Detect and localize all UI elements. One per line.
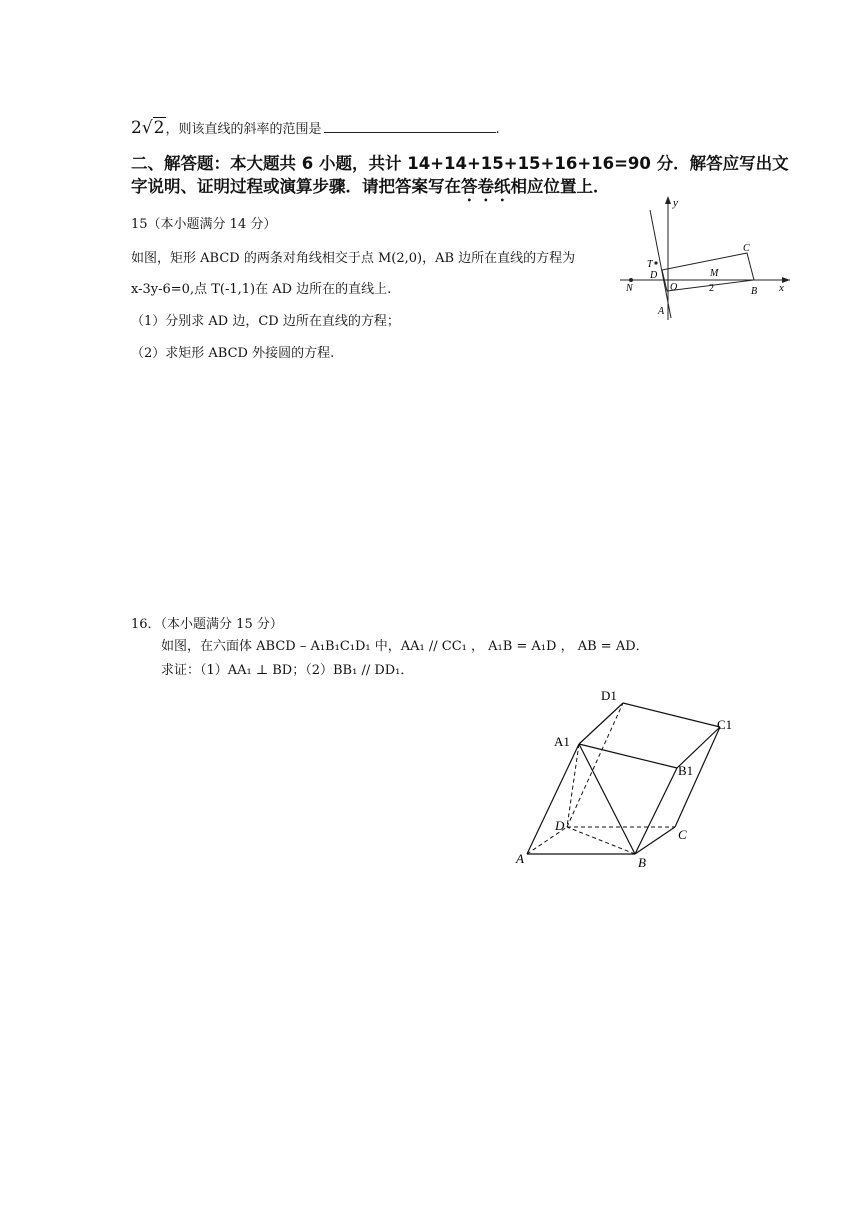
point-n <box>629 278 633 282</box>
q15-rectangle-figure <box>615 190 795 325</box>
edge-c1-b1 <box>677 727 720 768</box>
label-n: N <box>626 283 633 294</box>
q16-line1: 如图，在六面体 ABCD – A₁B₁C₁D₁ 中，AA₁ // CC₁ ， A₁B = A₁D ， AB = AD． <box>161 639 649 654</box>
q16-hexahedron-figure <box>510 682 750 872</box>
section2-heading-line1: 二、解答题：本大题共 6 小题，共计 14+14+15+15+16+16=90 分．解答应写出文 <box>131 154 789 173</box>
label-b: B <box>638 855 646 870</box>
edge-a-a1 <box>527 744 579 854</box>
label-b1: B1 <box>678 763 694 778</box>
segment-a1-b <box>579 744 635 854</box>
q15-line1: 如图，矩形 ABCD 的两条对角线相交于点 M(2,0)，AB 边所在直线的方程为 <box>131 251 576 266</box>
y-axis-arrow <box>665 196 671 204</box>
label-d: D <box>555 818 565 833</box>
label-a1: A1 <box>554 734 570 749</box>
label-c: C <box>743 243 750 254</box>
q14-coef: 2 <box>131 118 142 138</box>
section2-heading-line2 <box>131 173 610 205</box>
label-d: D <box>650 270 658 281</box>
segment-b-d <box>567 827 635 854</box>
q14-text: ，则该直线的斜率的范围是 <box>165 122 322 137</box>
q14-sqrt: √2 <box>141 118 165 138</box>
q15-part1: （1）分别求 AD 边，CD 边所在直线的方程； <box>131 314 400 329</box>
label-c1: C1 <box>717 717 733 732</box>
q15-part2: （2）求矩形 ABCD 外接圆的方程. <box>131 346 335 361</box>
point-t <box>654 261 657 264</box>
q14-answer-line <box>131 118 500 138</box>
label-o: O <box>670 282 678 293</box>
q15-header: 15（本小题满分 14 分） <box>131 217 277 232</box>
label-x: x <box>779 282 784 294</box>
label-d1: D1 <box>601 688 617 703</box>
label-c: C <box>678 827 687 842</box>
edge-b-b1 <box>635 768 677 854</box>
label-t: T <box>647 259 653 270</box>
edge-d-d1 <box>567 703 623 827</box>
section2-line2-dots: 答卷纸 <box>461 177 511 196</box>
label-y: y <box>673 197 678 209</box>
q16-line2: 求证：（1）AA₁ ⊥ BD；（2）BB₁ // DD₁． <box>161 663 414 678</box>
label-b: B <box>751 286 758 297</box>
q14-period: . <box>495 122 500 137</box>
label-a: A <box>516 851 524 866</box>
section2-line2-b: 相应位置上． <box>510 177 610 196</box>
edge-a1-d1 <box>579 703 623 744</box>
edge-b1-a1 <box>579 744 677 768</box>
q16-header: 16．（本小题满分 15 分） <box>131 617 283 632</box>
q14-answer-blank[interactable] <box>324 120 496 133</box>
q14-radicand: 2 <box>153 118 165 138</box>
edge-d1-c1 <box>623 703 720 727</box>
label-2: 2 <box>709 283 714 294</box>
label-a: A <box>658 306 665 317</box>
label-m: M <box>710 268 719 279</box>
q15-line2: x-3y-6=0,点 T(-1,1)在 AD 边所在的直线上. <box>131 282 392 297</box>
section2-line2-a: 字说明、证明过程或演算步骤．请把答案写在 <box>131 177 461 196</box>
